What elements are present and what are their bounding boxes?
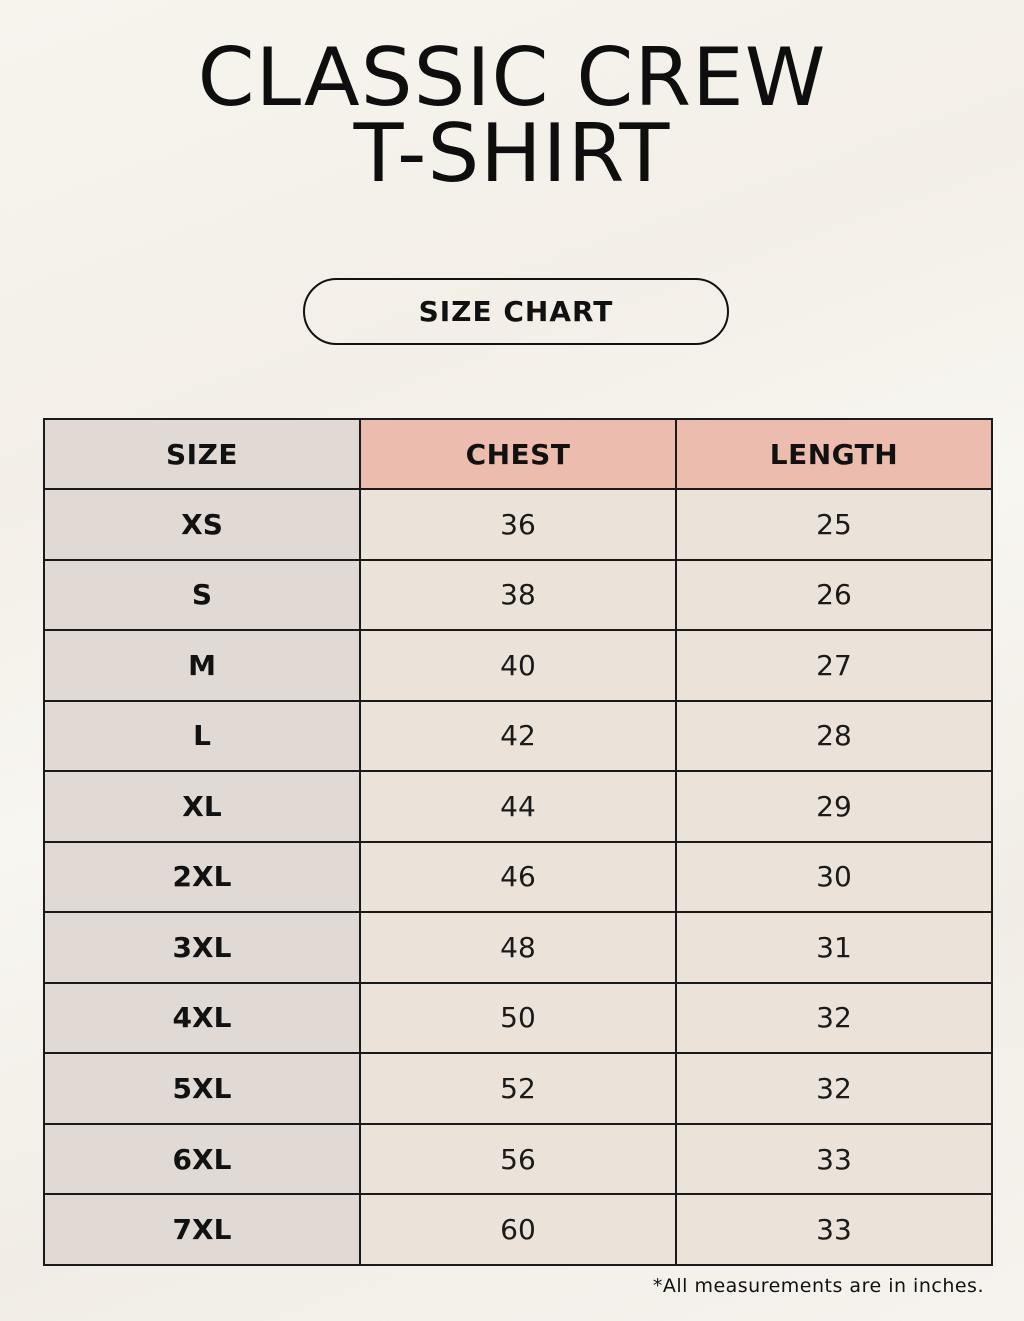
length-cell: 25 (676, 489, 992, 560)
size-cell: XL (44, 771, 360, 842)
size-cell: L (44, 701, 360, 772)
length-cell: 33 (676, 1194, 992, 1265)
table-row (44, 1124, 992, 1195)
chest-cell: 38 (360, 560, 676, 631)
chest-cell: 42 (360, 701, 676, 772)
header-size: SIZE (44, 419, 360, 489)
table-row (44, 630, 992, 701)
chest-cell: 48 (360, 912, 676, 983)
table-row (44, 771, 992, 842)
size-chart-table (43, 418, 993, 1266)
page-title (0, 31, 1024, 200)
size-cell: 7XL (44, 1194, 360, 1265)
length-cell: 33 (676, 1124, 992, 1195)
size-cell: 3XL (44, 912, 360, 983)
size-cell: 4XL (44, 983, 360, 1054)
chest-cell: 50 (360, 983, 676, 1054)
title-line-1: CLASSIC CREW (197, 31, 827, 124)
length-cell: 31 (676, 912, 992, 983)
chest-cell: 60 (360, 1194, 676, 1265)
table-row (44, 489, 992, 560)
table-row (44, 560, 992, 631)
length-cell: 28 (676, 701, 992, 772)
table-row (44, 1053, 992, 1124)
size-chart-badge: SIZE CHART (303, 278, 729, 345)
title-line-2: T-SHIRT (353, 107, 671, 200)
header-chest: CHEST (360, 419, 676, 489)
table-row (44, 912, 992, 983)
table-row (44, 983, 992, 1054)
header-length: LENGTH (676, 419, 992, 489)
measurement-footnote: *All measurements are in inches. (652, 1275, 984, 1297)
size-cell: S (44, 560, 360, 631)
size-cell: 5XL (44, 1053, 360, 1124)
length-cell: 29 (676, 771, 992, 842)
size-cell: M (44, 630, 360, 701)
chest-cell: 40 (360, 630, 676, 701)
length-cell: 30 (676, 842, 992, 913)
size-cell: XS (44, 489, 360, 560)
table-row (44, 1194, 992, 1265)
length-cell: 32 (676, 983, 992, 1054)
length-cell: 26 (676, 560, 992, 631)
chest-cell: 46 (360, 842, 676, 913)
chest-cell: 52 (360, 1053, 676, 1124)
chest-cell: 56 (360, 1124, 676, 1195)
size-cell: 6XL (44, 1124, 360, 1195)
size-cell: 2XL (44, 842, 360, 913)
table-header-row (44, 419, 992, 489)
length-cell: 27 (676, 630, 992, 701)
chest-cell: 36 (360, 489, 676, 560)
table-row (44, 842, 992, 913)
chest-cell: 44 (360, 771, 676, 842)
table-row (44, 701, 992, 772)
length-cell: 32 (676, 1053, 992, 1124)
